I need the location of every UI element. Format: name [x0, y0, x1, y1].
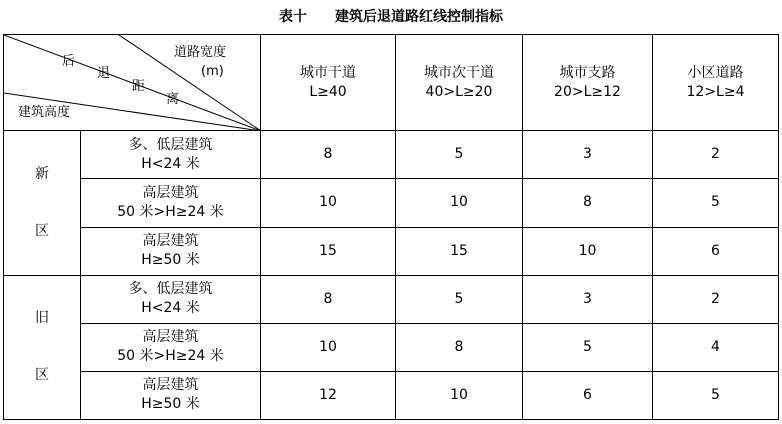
value-cell: 15: [396, 227, 523, 275]
building-height-label: 建筑高度: [18, 105, 71, 120]
building-type-cell: 高层建筑 H≥50 米: [81, 371, 261, 419]
value-cell: 8: [261, 275, 396, 323]
header-row: [4, 35, 779, 131]
value-cell: 10: [523, 227, 653, 275]
value-cell: 8: [396, 323, 523, 371]
value-cell: 2: [653, 275, 779, 323]
value-cell: 10: [261, 323, 396, 371]
value-cell: 10: [396, 179, 523, 227]
value-cell: 6: [653, 227, 779, 275]
value-cell: 6: [523, 371, 653, 419]
table-row: [4, 227, 779, 275]
setback-label-char-4: 离: [166, 92, 180, 107]
value-cell: 8: [523, 179, 653, 227]
road-width-label: 道路宽度: [174, 45, 227, 60]
column-header-secondary-arterial: 城市次干道 40>L≥20: [396, 35, 523, 131]
column-header-branch-road: 城市支路 20>L≥12: [523, 35, 653, 131]
setback-table: [3, 34, 779, 420]
value-cell: 3: [523, 131, 653, 179]
table-row: [4, 179, 779, 227]
value-cell: 5: [653, 371, 779, 419]
value-cell: 2: [653, 131, 779, 179]
diagonal-header-cell: [4, 35, 261, 131]
road-width-unit: (m): [201, 64, 224, 79]
value-cell: 8: [261, 131, 396, 179]
building-type-cell: 高层建筑 50 米>H≥24 米: [81, 323, 261, 371]
table-row: [4, 131, 779, 179]
value-cell: 12: [261, 371, 396, 419]
group-label-old-district: 旧 区: [4, 275, 81, 419]
building-type-cell: 多、低层建筑 H<24 米: [81, 131, 261, 179]
table-row: [4, 371, 779, 419]
building-type-cell: 多、低层建筑 H<24 米: [81, 275, 261, 323]
value-cell: 15: [261, 227, 396, 275]
value-cell: 10: [261, 179, 396, 227]
value-cell: 5: [523, 323, 653, 371]
setback-label-char-3: 距: [132, 79, 146, 94]
building-type-cell: 高层建筑 50 米>H≥24 米: [81, 179, 261, 227]
value-cell: 5: [396, 131, 523, 179]
table-row: [4, 323, 779, 371]
value-cell: 3: [523, 275, 653, 323]
setback-label-char-2: 退: [97, 66, 111, 81]
value-cell: 5: [396, 275, 523, 323]
value-cell: 10: [396, 371, 523, 419]
setback-label-char-1: 后: [62, 54, 76, 69]
value-cell: 4: [653, 323, 779, 371]
column-header-arterial: 城市干道 L≥40: [261, 35, 396, 131]
column-header-residential-road: 小区道路 12>L≥4: [653, 35, 779, 131]
building-type-cell: 高层建筑 H≥50 米: [81, 227, 261, 275]
table-title: 表十 建筑后退道路红线控制指标: [279, 9, 503, 25]
table-row: [4, 275, 779, 323]
value-cell: 5: [653, 179, 779, 227]
group-label-new-district: 新 区: [4, 131, 81, 275]
